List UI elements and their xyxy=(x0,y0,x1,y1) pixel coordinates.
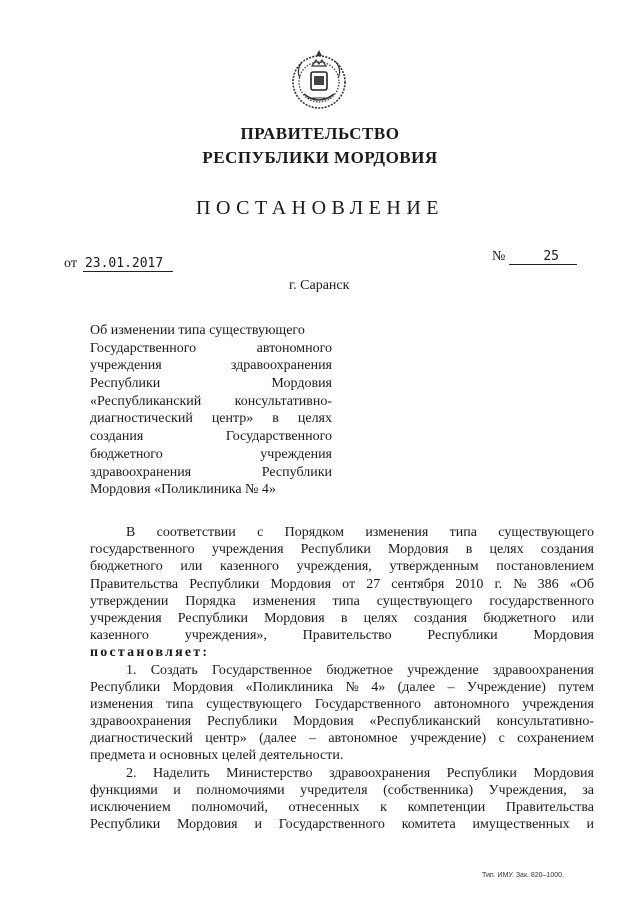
document-body xyxy=(90,524,594,833)
subject-line: Республики Мордовия xyxy=(90,376,332,392)
subject-line: «Республиканский консультативно- xyxy=(90,393,332,409)
body-line: учреждения Республики Мордовия в целях создания бюджетного или xyxy=(90,610,594,626)
body-line: здравоохранения Республики Мордовия «Республиканский консультативно- xyxy=(90,714,594,730)
body-line: изменения типа существующего Государственного автономного учреждения xyxy=(90,696,594,712)
number-label: № xyxy=(492,249,506,264)
body-line: 1. Создать Государственное бюджетное учреждение здравоохранения xyxy=(126,662,594,678)
printer-mark: Тип. ИМУ. Зак. 820–1000. xyxy=(482,872,564,879)
body-line: Правительства Республики Мордовия от 27 сентября 2010 г. № 386 «Об xyxy=(90,576,594,592)
body-line: В соответствии с Порядком изменения типа существующего xyxy=(126,525,594,540)
body-line: 2. Наделить Министерство здравоохранения Республики Мордовия xyxy=(126,765,594,781)
document-date: 23.01.2017 xyxy=(83,256,173,272)
body-line: казенного учреждения», Правительство Республики Мордовия xyxy=(90,628,594,644)
body-line: предмета и основных целей деятельности. xyxy=(90,748,344,764)
coat-of-arms-emblem xyxy=(286,48,352,112)
subject-line: учреждения здравоохранения xyxy=(90,358,332,374)
city-name: г. Саранск xyxy=(289,278,350,293)
subject-line: бюджетного учреждения xyxy=(90,446,332,462)
org-name-line1: ПРАВИТЕЛЬСТВО xyxy=(240,124,400,143)
body-line: функциями и полномочиями учредителя (собственника) Учреждения, за xyxy=(90,782,594,798)
subject-line: Мордовия «Поликлиника № 4» xyxy=(90,482,276,498)
subject-line: Государственного автономного xyxy=(90,340,332,356)
number-line xyxy=(492,249,577,265)
document-number: 25 xyxy=(509,249,577,265)
document-subject xyxy=(90,322,332,499)
date-line xyxy=(64,256,173,272)
body-line: бюджетного или казенного учреждения, утвержденным постановлением xyxy=(90,559,594,575)
org-name-line2: РЕСПУБЛИКИ МОРДОВИЯ xyxy=(202,148,438,167)
resolution-keyword: постановляет: xyxy=(90,645,210,661)
body-line: Республики Мордовия и Государственного комитета имущественных и xyxy=(90,817,594,833)
subject-line: Об изменении типа существующего xyxy=(90,323,305,338)
date-label: от xyxy=(64,256,77,271)
subject-line: диагностический центр» в целях xyxy=(90,411,332,427)
body-line: диагностический центр» (далее – автономное учреждение) с сохранением xyxy=(90,731,594,747)
body-line: исключением полномочий, отнесенных к компетенции Правительства xyxy=(90,800,594,815)
body-line: утверждении Порядка изменения типа существующего государственного xyxy=(90,593,594,609)
subject-line: создания Государственного xyxy=(90,429,332,445)
body-line: государственного учреждения Республики Мордовия в целях создания xyxy=(90,542,594,558)
document-type-title: ПОСТАНОВЛЕНИЕ xyxy=(196,197,444,219)
subject-line: здравоохранения Республики xyxy=(90,464,332,480)
body-line: Республики Мордовия «Поликлиника № 4» (далее – Учреждение) путем xyxy=(90,679,594,695)
